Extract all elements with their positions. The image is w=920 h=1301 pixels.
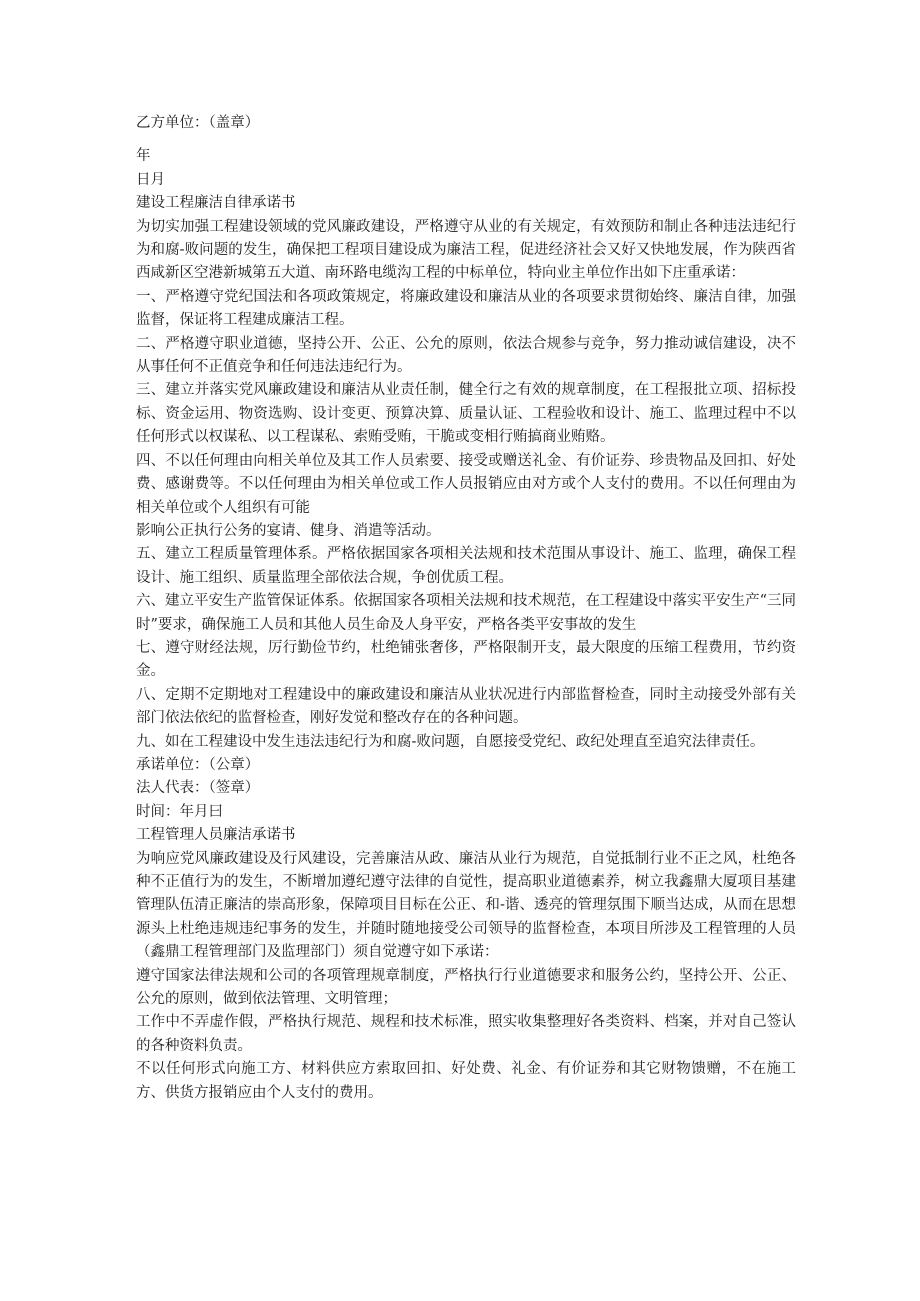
paragraph-intro: 为切实加强工程建设领域的党风廉政建设，严格遵守从业的有关规定，有效预防和制止各种违法违纪行为和腐-败问题的发生，确保把工程项目建设成为廉洁工程，促进经济社会又好又快地发展，作为陕西省西咸新区空港新城第五大道、南环路电缆沟工程的中标单位，特向业主单位作出如下庄重承诺： [136,218,796,282]
date-month-day-line: 日月 [136,171,165,188]
paragraph-pledge-9: 九、如在工程建设中发生违法违纪行为和腐-败问题，自愿接受党纪、政纪处理直至追究法律责任。 [136,733,765,750]
section-title-management-integrity: 工程管理人员廉洁承诺书 [136,827,296,844]
paragraph-management-1: 遵守国家法律法规和公司的各项管理规章制度，严格执行行业道德要求和服务公约，坚持公开、公正、公允的原则，做到依法管理、文明管理； [136,967,796,1008]
paragraph-pledge-4: 四、不以任何理由向相关单位及其工作人员索要、接受或赠送礼金、有价证券、珍贵物品及回扣、好处费、感谢费等。不以任何理由为相关单位或工作人员报销应由对方或个人支付的费用。不以任何理由为相关单位或个人组织有可能 [136,452,796,516]
section-title-construction-integrity: 建设工程廉洁自律承诺书 [136,195,296,212]
paragraph-pledge-5: 五、建立工程质量管理体系。严格依据国家各项相关法规和技术范围从事设计、施工、监理，确保工程设计、施工组织、质量监理全部依法合规，争创优质工程。 [136,546,796,586]
paragraph-management-2: 工作中不弄虚作假，严格执行规范、规程和技术标准，照实收集整理好各类资料、档案，并对自己签认的各种资料负责。 [136,1014,796,1054]
date-year-line: 年 [136,148,151,165]
paragraph-pledge-1: 一、严格遵守党纪国法和各项政策规定，将廉政建设和廉洁从业的各项要求贯彻始终、廉洁自律，加强监督，保证将工程建成廉洁工程。 [136,288,796,329]
paragraph-management-3: 不以任何形式向施工方、材料供应方索取回扣、好处费、礼金、有价证券和其它财物馈赠，不在施工方、供货方报销应由个人支付的费用。 [136,1061,796,1101]
paragraph-pledge-3: 三、建立并落实党风廉政建设和廉洁从业责任制，健全行之有效的规章制度，在工程报批立项、招标投标、资金运用、物资选购、设计变更、预算决算、质量认证、工程验收和设计、施工、监理过程中不以任何形式以权谋私、以工程谋私、索贿受贿，干脆或变相行贿搞商业贿赂。 [136,382,796,446]
paragraph-pledge-8: 八、定期不定期地对工程建设中的廉政建设和廉洁从业状况进行内部监督检查，同时主动接受外部有关部门依法依纪的监督检查，刚好发觉和整改存在的各种问题。 [136,686,796,727]
paragraph-pledge-2: 二、严格遵守职业道德，坚持公开、公正、公允的原则，依法合规参与竞争，努力推动诚信建设，决不从事任何不正值竞争和任何违法违纪行为。 [136,335,796,376]
paragraph-pledge-6: 六、建立平安生产监管保证体系。依据国家各项相关法规和技术规范，在工程建设中落实平安生产“三同时”要求，确保施工人员和其他人员生命及人身平安，严格各类平安事故的发生 [136,593,796,633]
paragraph-pledge-7: 七、遵守财经法规，厉行勤俭节约，杜绝铺张奢侈，严格限制开支，最大限度的压缩工程费用，节约资金。 [136,639,796,680]
party-b-seal-line: 乙方单位：（盖章） [136,115,260,131]
document-body [136,112,796,1105]
legal-representative-line: 法人代表：（签章） [136,780,260,797]
date-line: 时间：年月曰 [136,803,223,820]
paragraph-management-intro: 为响应党风廉政建设及行风建设，完善廉洁从政、廉洁从业行为规范，自觉抵制行业不正之风，杜绝各种不正值行为的发生，不断增加遵纪遵守法律的自觉性，提高职业道德素养，树立我鑫鼎大厦项目基建管理队伍清正廉洁的崇高形象，保障项目目标在公正、和-谐、透亮的管理氛围下顺当达成，从而在思想源头上杜绝违规违纪事务的发生，并随时随地接受公司领导的监督检查，本项目所涉及工程管理的人员（鑫鼎工程管理部门及监理部门）须自觉遵守如下承诺： [136,850,796,961]
paragraph-pledge-4-continued: 影响公正执行公务的宴请、健身、消遣等活动。 [136,522,441,539]
pledging-unit-line: 承诺单位：（公章） [136,756,260,773]
